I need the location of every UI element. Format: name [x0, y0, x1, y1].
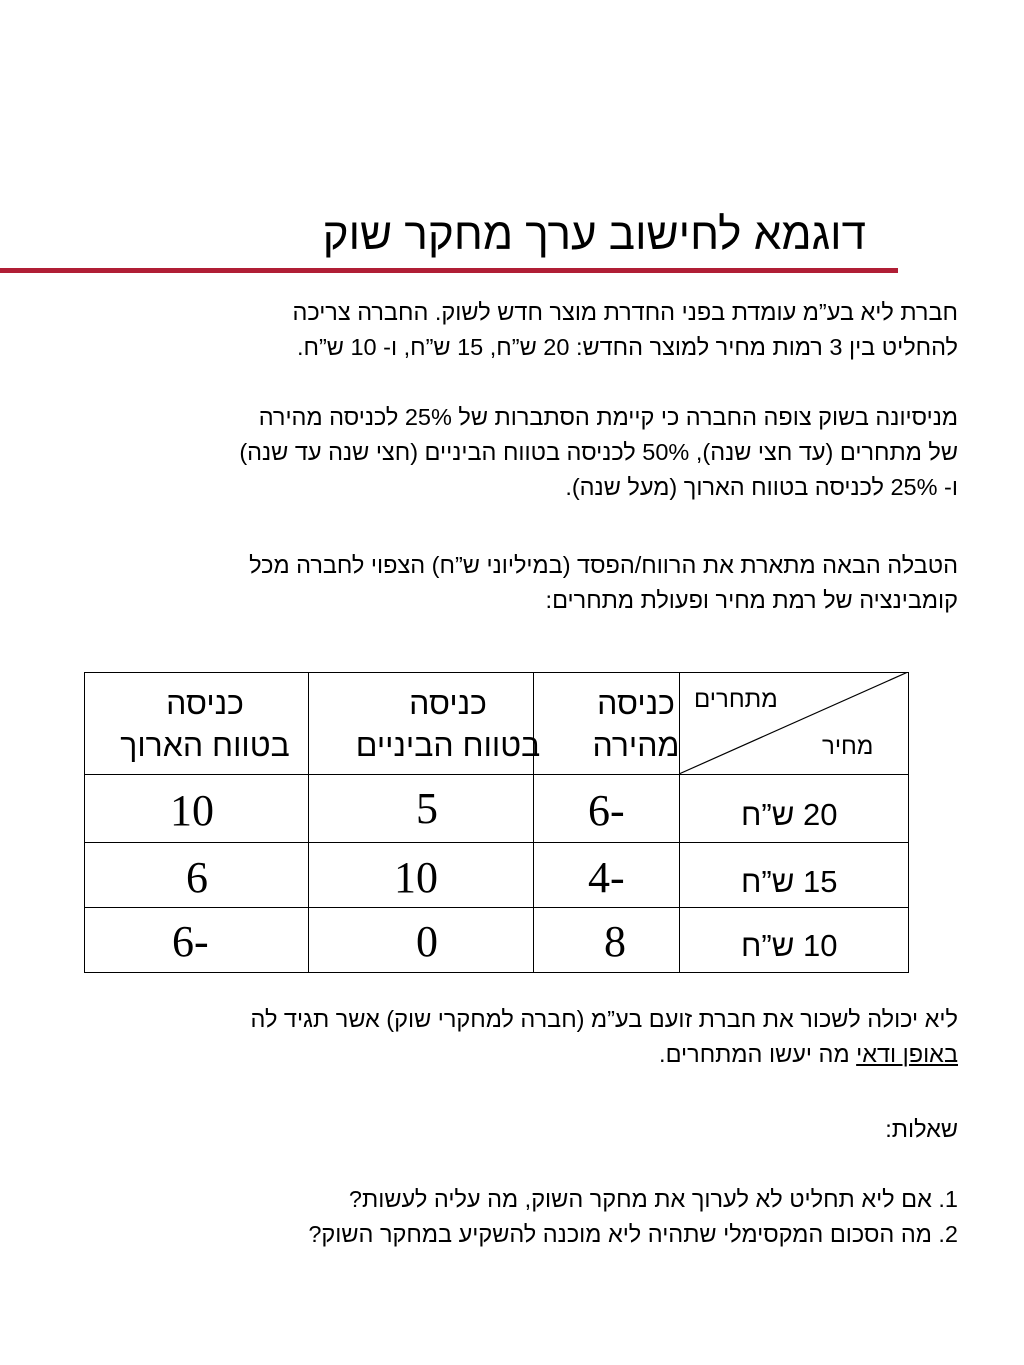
header-fast-entry: [576, 682, 696, 766]
question-item: 1. אם ליא תחליט לא לערוך את מחקר השוק, מה עליה לעשות?: [348, 1186, 958, 1212]
intro-line: להחליט בין 3 רמות מחיר למוצר החדש: 20 ש”ח, 15 ש”ח, ו- 10 ש”ח.: [296, 334, 958, 360]
header-fast-line: כניסה: [597, 685, 675, 721]
questions-label: [885, 1112, 958, 1147]
probabilities-paragraph: [239, 400, 958, 505]
table-intro-line: הטבלה הבאה מתארת את הרווח/הפסד (במיליוני ש”ח) הצפוי לחברה מכל: [249, 552, 958, 578]
table-intro-line: קומבינציה של רמת מחיר ופעולת מתחרים:: [545, 587, 958, 613]
question-item: 2. מה הסכום המקסימלי שתהיה ליא מוכנה להשקיע במחקר השוק?: [308, 1221, 958, 1247]
cell-long: 6: [186, 853, 208, 902]
questions-label-text: שאלות:: [885, 1116, 958, 1142]
cell-long: 6-: [172, 917, 209, 966]
header-mid-entry: [338, 682, 558, 766]
intro-line: חברת ליא בע”מ עומדת בפני החדרת מוצר חדש לשוק. החברה צריכה: [292, 299, 958, 325]
table-border-bottom: [84, 972, 909, 973]
title-underline: [0, 268, 898, 273]
header-long-line: כניסה: [166, 685, 244, 721]
table-row-divider: [84, 907, 909, 908]
header-long-entry: [100, 682, 310, 766]
header-long-line: בטווח הארוך: [120, 727, 290, 763]
corner-price-label: מחיר: [822, 733, 874, 760]
cell-mid: 5: [416, 784, 438, 833]
cell-fast: 4-: [588, 853, 625, 902]
row-price: 20 ש”ח: [741, 797, 838, 832]
cell-mid: 0: [416, 917, 438, 966]
table-row-divider: [84, 842, 909, 843]
row-price: 10 ש”ח: [741, 928, 838, 963]
cell-fast: 8: [604, 917, 626, 966]
cell-fast: 6-: [588, 786, 625, 835]
header-mid-line: כניסה: [409, 685, 487, 721]
certainty-underlined: באופן ודאי: [856, 1041, 958, 1067]
research-line-rest: מה יעשו המתחרים.: [659, 1041, 857, 1067]
header-mid-line: בטווח הביניים: [355, 727, 541, 763]
probabilities-line: של מתחרים (עד חצי שנה), 50% לכניסה בטווח הביניים (חצי שנה עד שנה): [239, 439, 958, 465]
research-line: ליא יכולה לשכור את חברת זועם בע”מ (חברה למחקרי שוק) אשר תגיד לה: [250, 1006, 958, 1032]
cell-long: 10: [170, 786, 214, 835]
table-border-left: [84, 672, 85, 972]
probabilities-line: מניסיונה בשוק צופה החברה כי קיימת הסתברות של 25% לכניסה מהירה: [258, 404, 958, 430]
row-price: 15 ש”ח: [741, 864, 838, 899]
header-fast-line: מהירה: [592, 727, 680, 763]
probabilities-line: ו- 25% לכניסה בטווח הארוך (מעל שנה).: [565, 474, 958, 500]
questions-list: [308, 1182, 958, 1252]
research-line: [251, 1037, 958, 1072]
corner-competitors-label: מתחרים: [694, 686, 778, 713]
page-title: דוגמא לחישוב ערך מחקר שוק: [322, 210, 866, 259]
table-intro-paragraph: [249, 548, 958, 618]
intro-paragraph: [292, 295, 958, 365]
cell-mid: 10: [394, 853, 438, 902]
research-paragraph: [251, 1002, 958, 1072]
